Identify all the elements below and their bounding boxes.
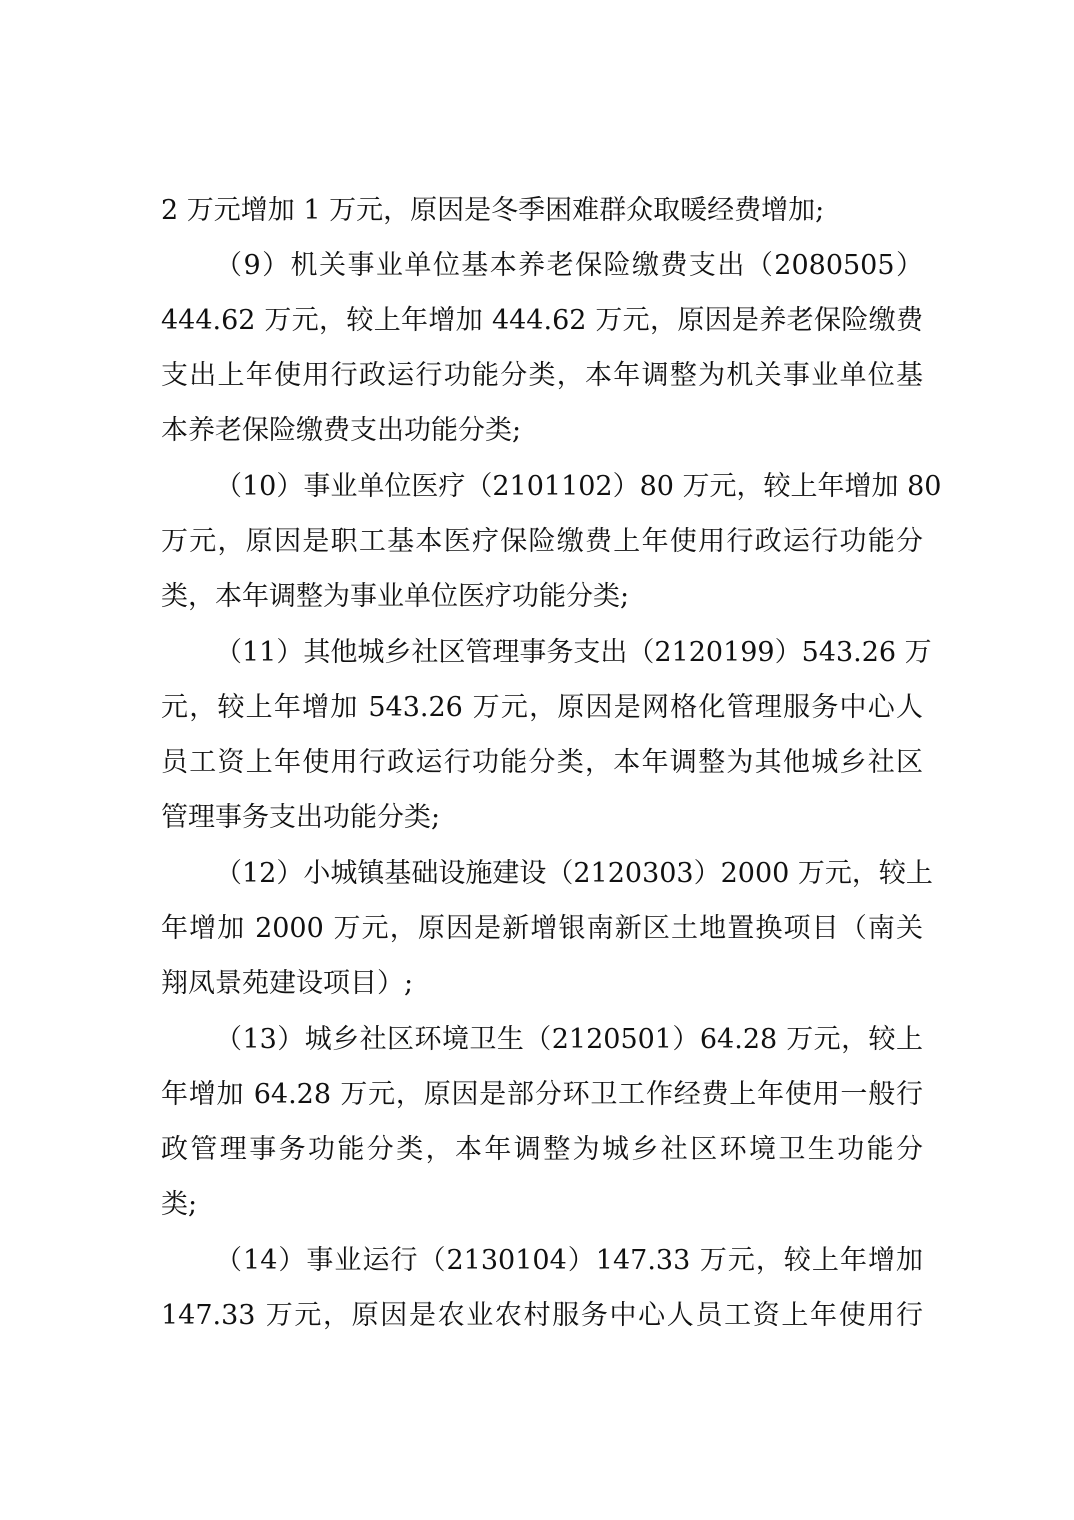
text-line: 年增加 64.28 万元，原因是部分环卫工作经费上年使用一般行 xyxy=(161,1079,923,1110)
text-line: （12）小城镇基础设施建设（2120303）2000 万元，较上 xyxy=(215,858,933,889)
text-line: （14）事业运行（2130104）147.33 万元，较上年增加 xyxy=(215,1245,923,1276)
text-line: 员工资上年使用行政运行功能分类，本年调整为其他城乡社区 xyxy=(161,747,923,778)
text-line: （9）机关事业单位基本养老保险缴费支出（2080505） xyxy=(215,250,923,281)
text-line: 支出上年使用行政运行功能分类，本年调整为机关事业单位基 xyxy=(161,360,923,391)
text-line: （13）城乡社区环境卫生（2120501）64.28 万元，较上 xyxy=(215,1024,923,1055)
text-line: 2 万元增加 1 万元，原因是冬季困难群众取暖经费增加; xyxy=(161,195,825,226)
text-line: 万元，原因是职工基本医疗保险缴费上年使用行政运行功能分 xyxy=(161,526,923,557)
text-line: 444.62 万元，较上年增加 444.62 万元，原因是养老保险缴费 xyxy=(161,305,923,336)
text-line: 年增加 2000 万元，原因是新增银南新区土地置换项目（南关 xyxy=(161,913,923,944)
text-line: 翔凤景苑建设项目）; xyxy=(161,968,414,999)
text-line: 政管理事务功能分类，本年调整为城乡社区环境卫生功能分 xyxy=(161,1134,923,1165)
text-line: （11）其他城乡社区管理事务支出（2120199）543.26 万 xyxy=(215,637,932,668)
text-line: （10）事业单位医疗（2101102）80 万元，较上年增加 80 xyxy=(215,471,942,502)
text-line: 管理事务支出功能分类; xyxy=(161,802,441,833)
text-line: 本养老保险缴费支出功能分类; xyxy=(161,415,522,446)
text-line: 类; xyxy=(161,1189,198,1220)
text-line: 类，本年调整为事业单位医疗功能分类; xyxy=(161,581,630,612)
text-line: 147.33 万元，原因是农业农村服务中心人员工资上年使用行 xyxy=(161,1300,923,1331)
text-line: 元，较上年增加 543.26 万元，原因是网格化管理服务中心人 xyxy=(161,692,923,723)
